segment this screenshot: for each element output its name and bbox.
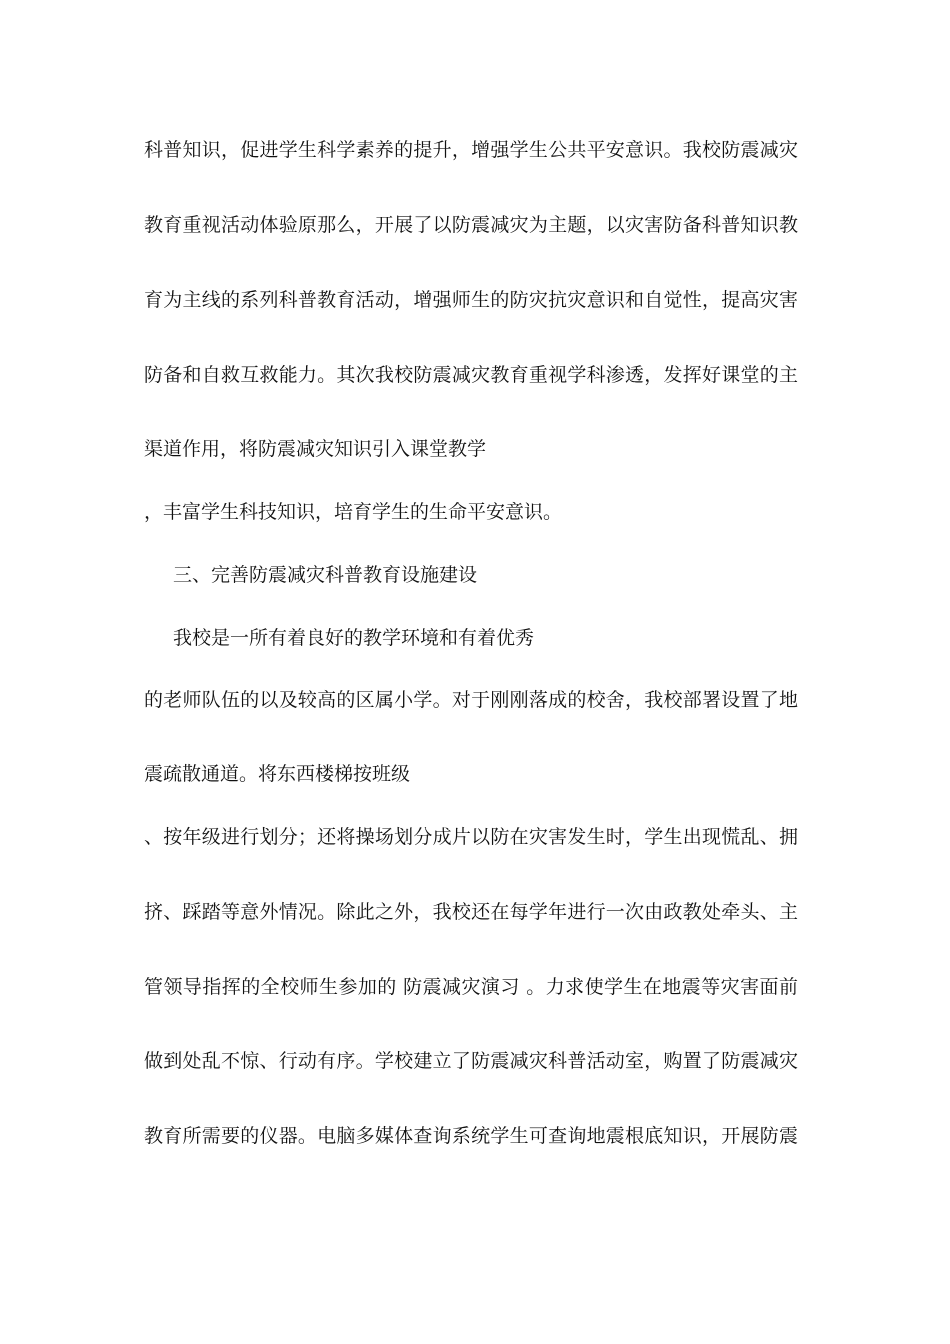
text-line: 防备和自救互救能力。其次我校防震减灾教育重视学科渗透，发挥好课堂的主 [144, 364, 798, 386]
text-line: 挤、踩踏等意外情况。除此之外，我校还在每学年进行一次由政教处牵头、主 [144, 901, 798, 923]
text-line: 教育所需要的仪器。电脑多媒体查询系统学生可查询地震根底知识，开展防震 [144, 1125, 798, 1147]
text-line: 科普知识，促进学生科学素养的提升，增强学生公共平安意识。我校防震减灾 [144, 139, 798, 161]
text-line: ，丰富学生科技知识，培育学生的生命平安意识。 [144, 501, 563, 523]
text-line: 、按年级进行划分；还将操场划分成片以防在灾害发生时，学生出现慌乱、拥 [144, 826, 798, 848]
text-line: 管领导指挥的全校师生参加的 防震减灾演习 。力求使学生在地震等灾害面前 [144, 976, 798, 998]
text-line: 的老师队伍的以及较高的区属小学。对于刚刚落成的校舍，我校部署设置了地 [144, 689, 798, 711]
text-line: 教育重视活动体验原那么，开展了以防震减灾为主题，以灾害防备科普知识教 [144, 214, 798, 236]
section-heading: 三、完善防震减灾科普教育设施建设 [173, 564, 478, 586]
text-line: 震疏散通道。将东西楼梯按班级 [144, 763, 411, 785]
text-line: 渠道作用，将防震减灾知识引入课堂教学 [144, 438, 487, 460]
text-line: 做到处乱不惊、行动有序。学校建立了防震减灾科普活动室，购置了防震减灾 [144, 1050, 798, 1072]
paragraph-start-line: 我校是一所有着良好的教学环境和有着优秀 [173, 627, 535, 649]
text-line: 育为主线的系列科普教育活动，增强师生的防灾抗灾意识和自觉性，提高灾害 [144, 289, 798, 311]
